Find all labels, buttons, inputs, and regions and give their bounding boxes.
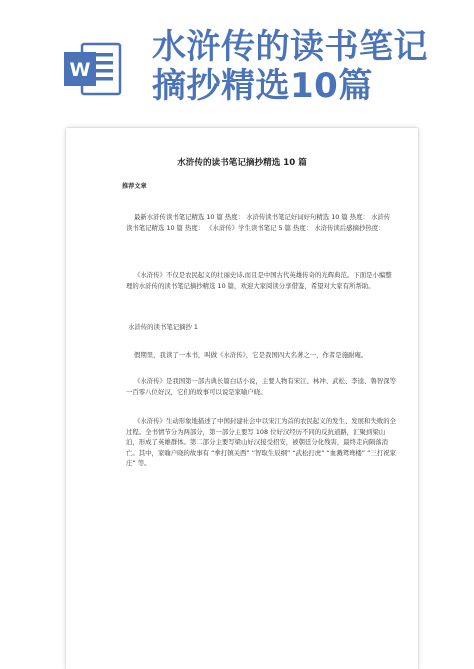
paragraph-1: 假期里，我读了一本书，叫做《水浒传》，它是我国四大名著之一，作者是施耐庵。	[134, 351, 368, 359]
paragraph-3: 《水浒传》生动形象地描述了中国封建社会中以宋江为首的农民起义的发生、发展和失败的全过程。全书情节分为两部分，第一部分主要写 108 位好汉经历不同的反抗道路，汇聚到梁山泊，形成了英雄群体。第二部分主要写梁山好汉接受招安，被朝廷分化残害，最终走向陨落消亡。其中，家喻户晓的故事有 “拳打镇关西” “智取生辰纲” “武松打虎” “血溅鸳鸯楼” “三打祝家庄” 等。	[126, 417, 397, 468]
recommended-list: 最新水浒传读书笔记精选 10 篇 热度： 水浒传读书笔记好词好句精选 10 篇 热度： 水浒传读书笔记精选 10 篇 热度： 《水浒传》学生读书笔记 5 篇 热度： 水浒传读后感摘抄热度：	[126, 213, 391, 232]
intro-paragraph: 《水浒传》不仅是农民起义的壮丽史诗,而且是中国古代英雄传奇的光辉典范。下面是小编整理的水浒传的读书笔记摘抄精选 10 篇，欢迎大家阅读分享借鉴，希望对大家有所帮助。	[126, 271, 392, 290]
svg-text:W: W	[69, 59, 91, 81]
recommended-label: 推荐文章	[122, 183, 147, 190]
paragraph-2: 《水浒传》是我国第一部古典长篇白话小说，主要人物有宋江、林冲、武松、李逵、鲁智深等一百零八位好汉，它们的故事可以说是家喻户晓。	[126, 377, 397, 396]
header-banner	[0, 0, 474, 120]
subheading: 水浒传的读书笔记摘抄 1	[128, 323, 199, 331]
title-line-2: 摘抄精选10篇	[152, 66, 373, 106]
page-heading: 水浒传的读书笔记摘抄精选 10 篇	[177, 158, 307, 168]
document-title	[152, 28, 464, 106]
title-line-1: 水浒传的读书笔记	[152, 27, 428, 67]
word-doc-icon	[62, 38, 124, 100]
document-page	[66, 128, 418, 669]
